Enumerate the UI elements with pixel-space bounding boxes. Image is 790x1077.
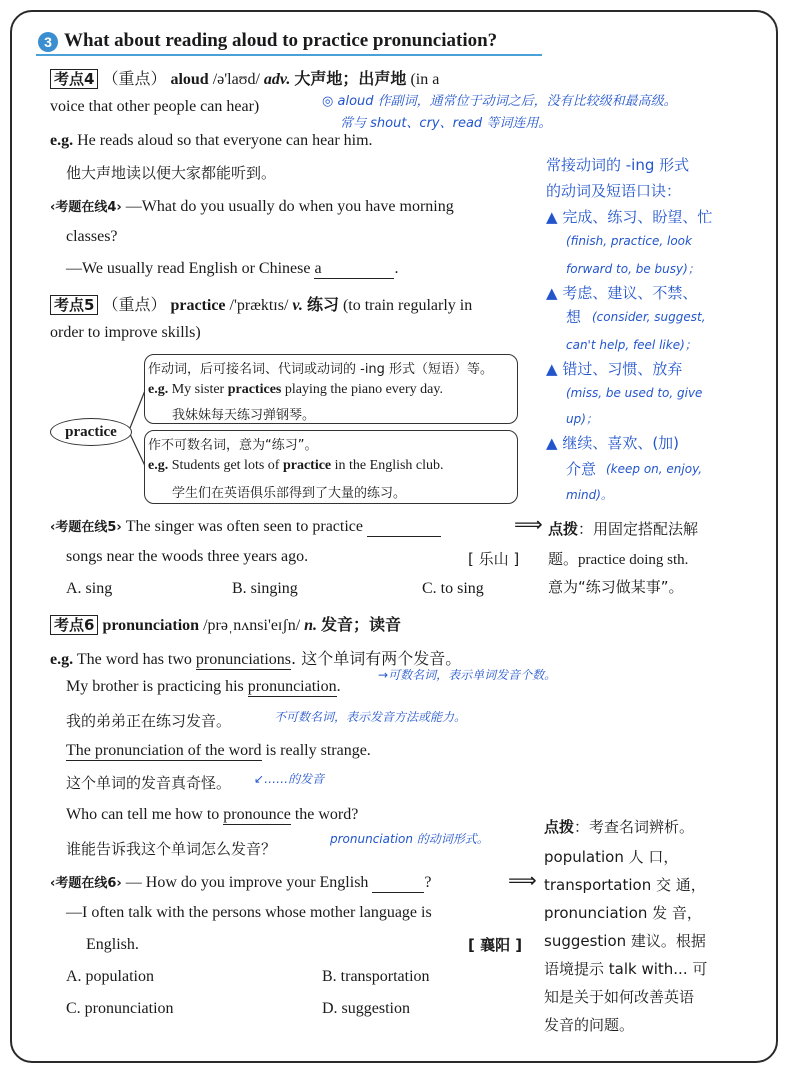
practice-center-node: practice	[50, 418, 132, 446]
side-tip-item-4-en1: (keep on, enjoy,	[606, 462, 703, 476]
online4-answer: —We usually read English or Chinese a .	[66, 260, 399, 277]
practice-verb-cn: 我妹妹每天练习弹钢琴。	[172, 408, 316, 423]
online5-tip-2: 题。practice doing sth.	[548, 552, 689, 568]
side-tip-item-4-cn2: 介意	[566, 460, 597, 478]
section-title: What about reading aloud to practice pronunciation?	[64, 30, 498, 51]
online6-source: [ 襄阳 ]	[468, 936, 523, 954]
side-tip-title-1: 常接动词的 -ing 形式	[546, 156, 690, 174]
kp4-tag: 考点4	[50, 69, 98, 89]
arrow-icon-2: ⟹	[508, 868, 537, 892]
kp4-cn: 大声地；出声地	[294, 69, 407, 88]
side-tip-item-4-en2: mind)。	[566, 488, 613, 502]
online6-tip-7: 知是关于如何改善英语	[544, 988, 695, 1006]
side-tip-item-2: ▲ 考虑、建议、不禁、	[546, 284, 698, 302]
online6-answer-1: —I often talk with the persons whose mother language is	[66, 904, 432, 921]
kp4-pos: adv.	[263, 71, 291, 88]
kp6-example-2: My brother is practicing his pronunciation.	[66, 678, 341, 695]
online5-blank[interactable]	[367, 518, 441, 537]
practice-noun-title: 作不可数名词，意为“练习”。	[148, 438, 318, 453]
side-tip-item-3: ▲ 错过、习惯、放弃	[546, 360, 683, 378]
kp6-example-1: e.g. The word has two pronunciations. 这个单词有两个发音。	[50, 649, 462, 668]
kp4-word: aloud	[170, 71, 209, 88]
side-tip-item-2-en2: can't help, feel like)；	[566, 338, 697, 352]
online6-tip-4: pronunciation 发 音，	[544, 904, 702, 922]
online6-tip-5: suggestion 建议。根据	[544, 932, 706, 950]
kp4-phonetic: /ə'laʊd/	[212, 71, 260, 88]
kp5-tag: 考点5	[50, 295, 98, 315]
online6-blank[interactable]	[372, 874, 424, 893]
kp5-def2: order to improve skills)	[50, 324, 201, 341]
practice-verb-title: 作动词，后可接名词、代词或动词的 -ing 形式（短语）等。	[148, 362, 494, 377]
online5-option-b[interactable]: B. singing	[232, 580, 298, 597]
online6-option-a[interactable]: A. population	[66, 968, 154, 985]
online5-tip-3: 意为“练习做某事”。	[548, 578, 684, 596]
kp6-headword-line: 考点6 pronunciation /prəˌnʌnsi'eɪʃn/ n. 发音；读音	[50, 612, 401, 635]
kp6-note-4: pronunciation 的动词形式。	[330, 832, 489, 846]
kp6-tag: 考点6	[50, 615, 98, 635]
online4-tag: ‹考题在线4›	[50, 200, 122, 215]
online6-answer-2: English.	[86, 936, 139, 953]
online6-option-d[interactable]: D. suggestion	[322, 1000, 410, 1017]
online6-tip-1: 点拨：考查名词辨析。	[544, 818, 695, 836]
kp6-example-3: The pronunciation of the word is really strange.	[66, 742, 371, 759]
side-tip-item-4: ▲ 继续、喜欢、(加)	[546, 434, 680, 452]
kp6-note-1: →可数名词，表示单词发音个数。	[378, 668, 557, 682]
side-tip-item-1-en2: forward to, be busy)；	[566, 262, 700, 276]
practice-verb-example: e.g. My sister practices playing the piano every day.	[148, 382, 443, 397]
kp5-headword-line: 考点5 （重点） practice /'præktɪs/ v. 练习 (to train regularly in	[50, 292, 472, 315]
practice-noun-cn: 学生们在英语俱乐部得到了大量的练习。	[172, 486, 407, 501]
kp6-example-2-cn: 我的弟弟正在练习发音。	[66, 712, 232, 730]
side-tip-item-1: ▲ 完成、练习、盼望、忙	[546, 208, 713, 226]
kp6-example-4-cn: 谁能告诉我这个单词怎么发音？	[66, 840, 277, 858]
online6-question: ‹考题在线6› — How do you improve your English ?	[50, 874, 432, 891]
side-tip-item-3-en2: up)；	[566, 412, 598, 426]
online6-option-b[interactable]: B. transportation	[322, 968, 430, 985]
kp6-note-2: 不可数名词，表示发音方法或能力。	[274, 710, 467, 724]
online6-tag: ‹考题在线6›	[50, 876, 122, 891]
kp4-def2: voice that other people can hear)	[50, 98, 260, 115]
practice-noun-example: e.g. Students get lots of practice in the English club.	[148, 458, 444, 473]
kp4-def1: (in a	[410, 71, 440, 88]
side-tip-item-2-en1: (consider, suggest,	[592, 310, 706, 324]
online5-tag: ‹考题在线5›	[50, 520, 122, 535]
kp6-note-3: ↙……的发音	[254, 772, 325, 786]
online5-source: [ 乐山 ]	[468, 550, 520, 568]
online5-tip-1: 点拨：用固定搭配法解	[548, 520, 699, 538]
kp6-example-4: Who can tell me how to pronounce the word?	[66, 806, 359, 823]
kp4-handnote-2: 常与 shout、cry、read 等词连用。	[340, 116, 552, 131]
kp4-level: （重点）	[102, 69, 167, 88]
side-tip-item-2-cn2: 想	[566, 308, 582, 326]
online6-option-c[interactable]: C. pronunciation	[66, 1000, 174, 1017]
kp6-word: pronunciation	[102, 617, 200, 634]
online4-question-2: classes?	[66, 228, 118, 245]
online6-tip-8: 发音的问题。	[544, 1016, 635, 1034]
online5-option-c[interactable]: C. to sing	[422, 580, 484, 597]
arrow-icon: ⟹	[514, 512, 543, 536]
online5-question: ‹考题在线5› The singer was often seen to practice	[50, 516, 441, 537]
online6-tip-2: population 人 口，	[544, 848, 679, 866]
kp4-example: e.g. He reads aloud so that everyone can hear him.	[50, 132, 373, 149]
section-number: 3	[38, 32, 58, 52]
online5-question-2: songs near the woods three years ago.	[66, 548, 309, 565]
kp4-example-cn: 他大声地读以便大家都能听到。	[66, 164, 277, 182]
online4-question: ‹考题在线4› —What do you usually do when you have morning	[50, 198, 454, 215]
kp6-example-3-cn: 这个单词的发音真奇怪。	[66, 774, 232, 792]
online4-blank[interactable]: a	[314, 260, 394, 279]
online5-option-a[interactable]: A. sing	[66, 580, 113, 597]
kp4-handnote-1: ◎ aloud 作副词，通常位于动词之后，没有比较级和最高级。	[322, 94, 677, 109]
online6-tip-3: transportation 交 通，	[544, 876, 706, 894]
side-tip-item-3-en1: (miss, be used to, give	[566, 386, 703, 400]
side-tip-item-1-en1: (finish, practice, look	[566, 234, 692, 248]
kp5-word: practice	[170, 297, 226, 314]
side-tip-title-2: 的动词及短语口诀：	[546, 182, 682, 200]
online6-tip-6: 语境提示 talk with... 可	[544, 960, 708, 978]
